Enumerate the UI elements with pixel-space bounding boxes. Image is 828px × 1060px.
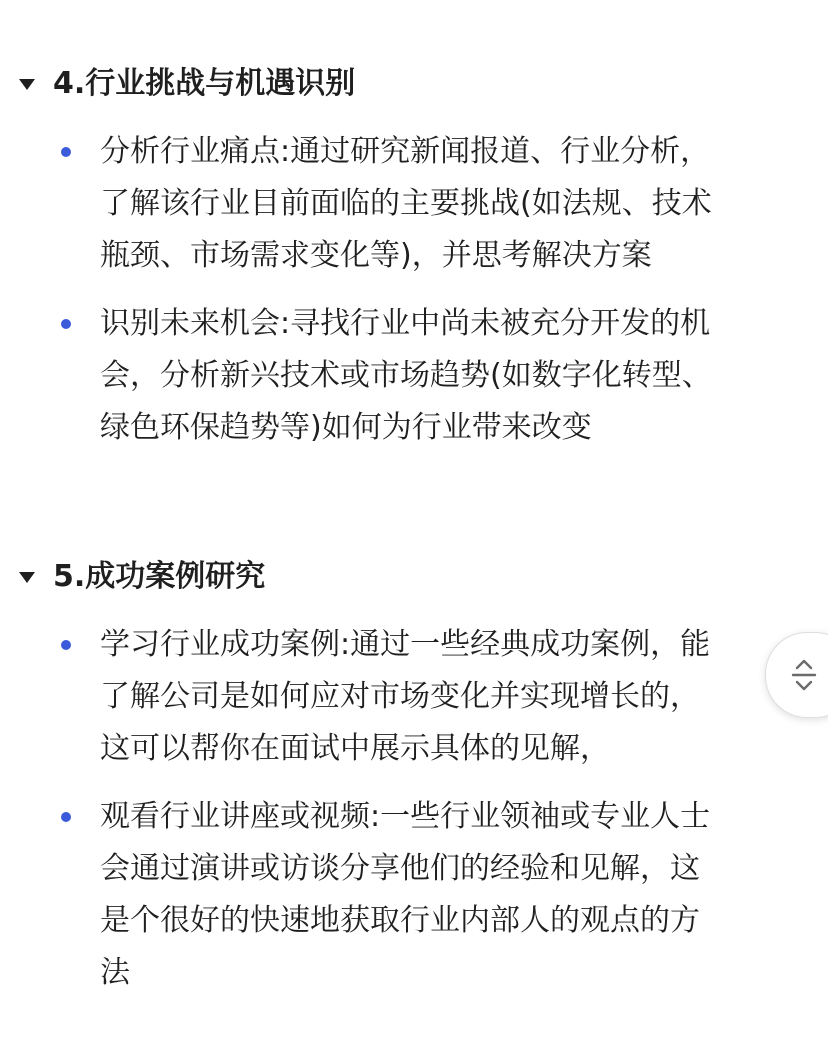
list-item-line: 分析行业痛点:通过研究新闻报道、行业分析，: [100, 134, 711, 169]
list-item-line: 是个很好的快速地获取行业内部人的观点的方: [100, 903, 700, 938]
list-item-line: 会，分析新兴技术或市场趋势(如数字化转型、: [100, 358, 712, 393]
bullet-dot-icon: [61, 147, 71, 157]
expand-collapse-button[interactable]: [765, 632, 828, 718]
bullet-dot-icon: [61, 319, 71, 329]
list-item-line: 识别未来机会:寻找行业中尚未被充分开发的机: [100, 306, 711, 341]
list-item-text: [100, 791, 770, 999]
list-item-line: 了解公司是如何应对市场变化并实现增长的，: [100, 679, 700, 714]
list-item-text: [100, 126, 770, 282]
list-item-line: 这可以帮你在面试中展示具体的见解，: [100, 731, 610, 766]
section-title: 5.成功案例研究: [53, 559, 266, 594]
list-item-text: [100, 619, 770, 775]
list-item-line: 法: [100, 955, 130, 990]
list-item-text: [100, 298, 770, 454]
list-item-line: 观看行业讲座或视频:一些行业领袖或专业人士: [100, 799, 711, 834]
section-4-header[interactable]: [0, 64, 500, 104]
caret-down-icon[interactable]: [19, 572, 35, 583]
section-5-header[interactable]: [0, 557, 500, 597]
list-item-line: 绿色环保趋势等)如何为行业带来改变: [100, 410, 592, 445]
list-item-line: 了解该行业目前面临的主要挑战(如法规、技术: [100, 186, 712, 221]
caret-down-icon[interactable]: [19, 79, 35, 90]
bullet-dot-icon: [61, 812, 71, 822]
list-item-line: 学习行业成功案例:通过一些经典成功案例，能: [100, 627, 711, 662]
section-title: 4.行业挑战与机遇识别: [53, 66, 356, 101]
bullet-dot-icon: [61, 640, 71, 650]
list-item-line: 瓶颈、市场需求变化等)，并思考解决方案: [100, 238, 652, 273]
expand-collapse-icon: [788, 657, 820, 693]
list-item-line: 会通过演讲或访谈分享他们的经验和见解，这: [100, 851, 700, 886]
